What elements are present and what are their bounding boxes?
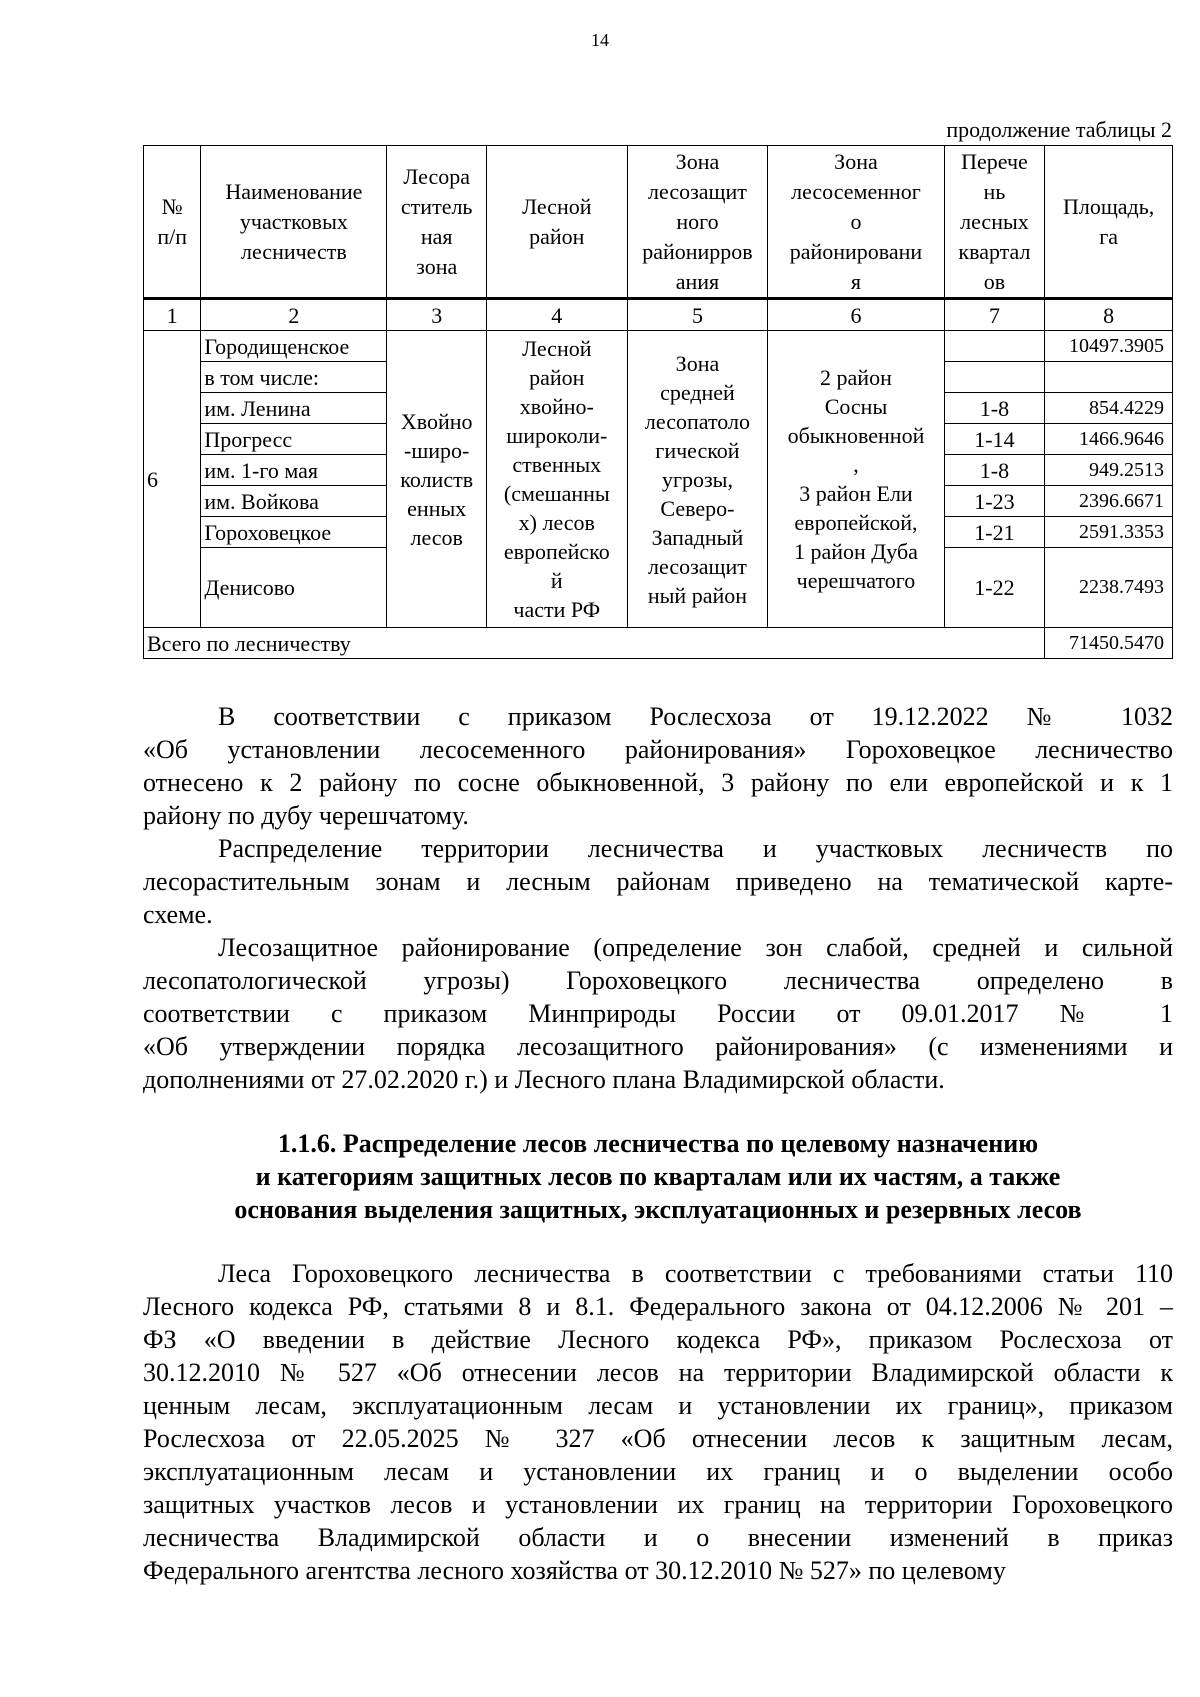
- header-cell: Лесора ститель ная зона: [387, 146, 487, 299]
- header-cell: Наименование участковых лесничеств: [201, 146, 387, 299]
- column-number: 2: [201, 299, 387, 331]
- paragraph-line: Федерального агентства лесного хозяйства от 30.12.2010 № 527» по целевому: [143, 1556, 1006, 1585]
- column-number: 5: [627, 299, 768, 331]
- quarters-cell: [944, 331, 1045, 362]
- paragraph-line: схеме.: [143, 900, 213, 929]
- paragraph-line: соответствии с приказом Минприроды России от 09.01.2017 № 1: [143, 999, 1173, 1028]
- column-number: 1: [144, 299, 201, 331]
- total-row: [144, 628, 1173, 659]
- paragraph-distribution: [143, 832, 1173, 931]
- paragraph-line: Распределение территории лесничества и участковых лесничеств по: [218, 834, 1173, 863]
- paragraph-line: Рослесхоза от 22.05.2025 № 327 «Об отнесении лесов к защитным лесам,: [143, 1424, 1173, 1453]
- column-number: 7: [944, 299, 1045, 331]
- table-caption: продолжение таблицы 2: [946, 117, 1172, 142]
- area-cell: 1466.9646: [1045, 424, 1173, 455]
- total-area: 71450.5470: [1045, 628, 1173, 659]
- quarters-cell: 1-8: [944, 455, 1045, 486]
- quarters-cell: 1-22: [944, 548, 1045, 628]
- area-cell: 2396.6671: [1045, 486, 1173, 517]
- header-cell: Площадь, га: [1045, 146, 1173, 299]
- paragraph-line: ценным лесам, эксплуатационным лесам и установлении их границ», приказом: [143, 1391, 1173, 1420]
- area-cell: 2238.7493: [1045, 548, 1173, 628]
- table-header-row: [144, 146, 1173, 299]
- heading-line: основания выделения защитных, эксплуатационных и резервных лесов: [234, 1195, 1082, 1224]
- column-number: 4: [486, 299, 627, 331]
- forestry-table: [143, 145, 1173, 659]
- area-cell: 854.4229: [1045, 393, 1173, 424]
- protection-zone-cell: Зона средней лесопатоло гической угрозы, Северо- Западный лесозащит ный район: [627, 331, 768, 628]
- page-number: 14: [591, 30, 609, 50]
- vegetation-zone-cell: Хвойно -широ- колиств енных лесов: [387, 331, 487, 628]
- paragraph-line: «Об утверждении порядка лесозащитного районирования» (с изменениями и: [143, 1032, 1173, 1061]
- paragraph-line: отнесено к 2 району по сосне обыкновенной, 3 району по ели европейской и к 1: [143, 768, 1173, 797]
- forestry-name-cell: им. Ленина: [201, 393, 387, 424]
- paragraph-line: лесопатологической угрозы) Гороховецкого лесничества определено в: [143, 966, 1173, 995]
- paragraph-line: эксплуатационным лесам и установлении их границ и о выделении особо: [143, 1457, 1173, 1486]
- paragraph-seed-zoning: [143, 700, 1173, 832]
- total-label: Всего по лесничеству: [144, 628, 1045, 659]
- heading-line: 1.1.6. Распределение лесов лесничества по целевому назначению: [277, 1129, 1039, 1158]
- quarters-cell: 1-23: [944, 486, 1045, 517]
- section-heading: [143, 1127, 1173, 1226]
- forestry-name-cell: Гороховецкое: [201, 517, 387, 548]
- paragraph-line: В соответствии с приказом Рослесхоза от 19.12.2022 № 1032: [218, 702, 1173, 731]
- paragraph-protection-zoning: [143, 931, 1173, 1096]
- area-cell: [1045, 362, 1173, 393]
- quarters-cell: [944, 362, 1045, 393]
- seed-zone-cell: 2 район Сосны обыкновенной , 3 район Ели европейской, 1 район Дуба черешчатого: [768, 331, 944, 628]
- area-cell: 10497.3905: [1045, 331, 1173, 362]
- forestry-name-cell: Денисово: [201, 548, 387, 628]
- quarters-cell: 1-14: [944, 424, 1045, 455]
- header-cell: Перече нь лесных квартал ов: [944, 146, 1045, 299]
- forestry-name-cell: им. Войкова: [201, 486, 387, 517]
- paragraph-line: 30.12.2010 № 527 «Об отнесении лесов на территории Владимирской области к: [143, 1358, 1173, 1387]
- paragraph-line: лесничества Владимирской области и о внесении изменений в приказ: [143, 1523, 1173, 1552]
- paragraph-line: Леса Гороховецкого лесничества в соответствии с требованиями статьи 110: [218, 1259, 1173, 1288]
- paragraph-line: Лесного кодекса РФ, статьями 8 и 8.1. Федерального закона от 04.12.2006 № 201 –: [143, 1292, 1173, 1321]
- row-number-cell: 6: [144, 331, 201, 628]
- forestry-name-cell: Городищенское: [201, 331, 387, 362]
- header-cell: Лесной район: [486, 146, 627, 299]
- paragraph-legal-basis: [143, 1257, 1173, 1587]
- paragraph-line: лесорастительным зонам и лесным районам приведено на тематической карте-: [143, 867, 1173, 896]
- paragraph-line: дополнениями от 27.02.2020 г.) и Лесного плана Владимирской области.: [143, 1065, 945, 1094]
- header-cell: Зона лесосеменног о районировани я: [768, 146, 944, 299]
- forestry-name-cell: им. 1-го мая: [201, 455, 387, 486]
- paragraph-line: Лесозащитное районирование (определение зон слабой, средней и сильной: [218, 933, 1173, 962]
- heading-line: и категориям защитных лесов по кварталам или их частям, а также: [255, 1162, 1061, 1191]
- column-number: 3: [387, 299, 487, 331]
- forest-district-cell: Лесной район хвойно- широколи- ственных (смешанны х) лесов европейско й части РФ: [486, 331, 627, 628]
- forestry-name-cell: Прогресс: [201, 424, 387, 455]
- area-cell: 949.2513: [1045, 455, 1173, 486]
- column-number: 6: [768, 299, 944, 331]
- quarters-cell: 1-8: [944, 393, 1045, 424]
- paragraph-line: защитных участков лесов и установлении их границ на территории Гороховецкого: [143, 1490, 1173, 1519]
- paragraph-line: «Об установлении лесосеменного районирования» Гороховецкое лесничество: [143, 735, 1173, 764]
- header-cell: Зона лесозащит ного районирров ания: [627, 146, 768, 299]
- paragraph-line: ФЗ «О введении в действие Лесного кодекса РФ», приказом Рослесхоза от: [143, 1325, 1173, 1354]
- forestry-name-cell: в том числе:: [201, 362, 387, 393]
- table-row: [144, 331, 1173, 362]
- paragraph-line: району по дубу черешчатому.: [143, 801, 469, 830]
- header-cell: № п/п: [144, 146, 201, 299]
- column-number-row: [144, 299, 1173, 331]
- area-cell: 2591.3353: [1045, 517, 1173, 548]
- quarters-cell: 1-21: [944, 517, 1045, 548]
- column-number: 8: [1045, 299, 1173, 331]
